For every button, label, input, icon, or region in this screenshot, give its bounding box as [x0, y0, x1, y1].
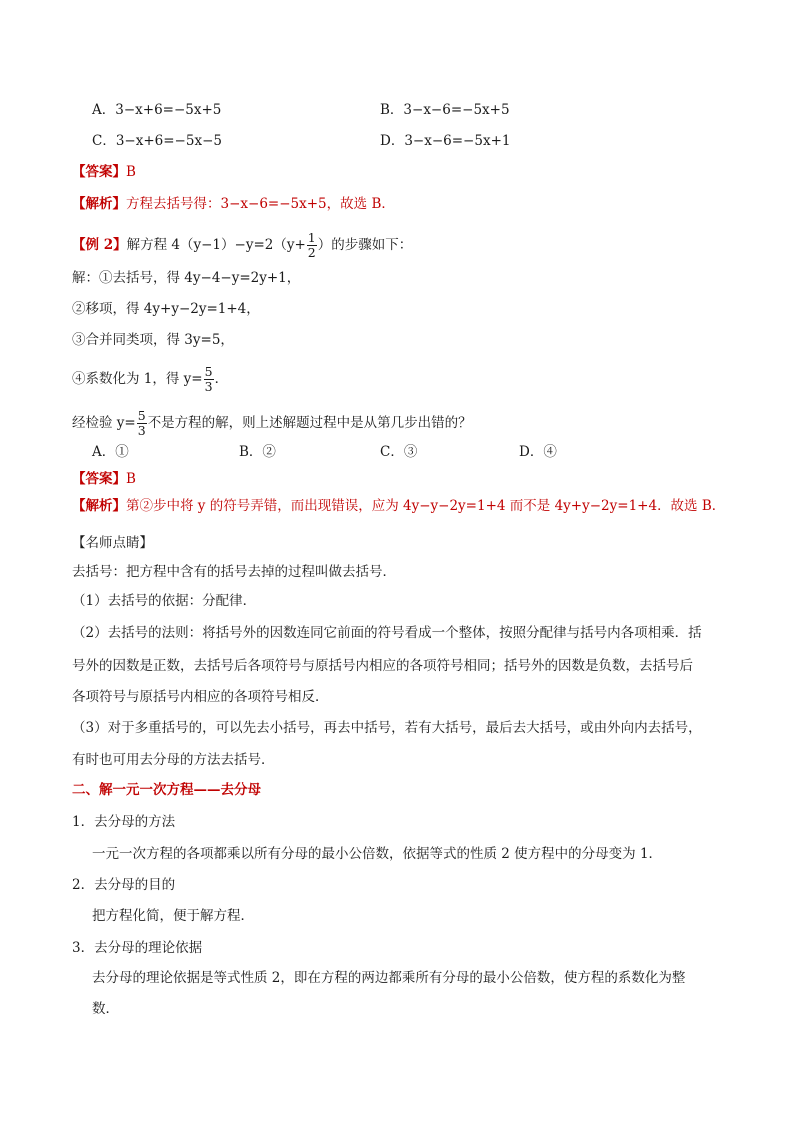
fraction-numerator: 1 [307, 230, 316, 245]
step-2: ②移项，得 4y+y−2y=1+4， [72, 301, 260, 317]
ex2-option-d: D．④ [519, 444, 557, 460]
fraction-five-thirds [204, 365, 214, 394]
section-2-heading-2: 2．去分母的目的 [72, 877, 176, 893]
ex2-option-c: C．③ [380, 444, 418, 460]
fraction-denominator: 3 [137, 423, 146, 438]
example-prompt-b: ）的步骤如下： [317, 237, 413, 253]
answer-line-1 [72, 163, 136, 181]
analysis-text-mid: 而不是 [505, 498, 555, 514]
option-b: B．3−x−6=−5x+5 [380, 102, 510, 118]
section-2-heading-1: 1．去分母的方法 [72, 814, 176, 830]
analysis-tag: 【解析】 [72, 498, 126, 514]
step-3: ③合并同类项，得 3y=5， [72, 332, 234, 348]
option-a: A．3−x+6=−5x+5 [92, 102, 222, 118]
tips-heading: 【名师点睛】 [72, 535, 153, 551]
section-2-para-1: 一元一次方程的各项都乘以所有分母的最小公倍数，依据等式的性质 2 使方程中的分母变为 1． [92, 846, 663, 862]
example-prompt-a: 解方程 4（y−1）−y=2（y+ [126, 237, 306, 253]
fraction-numerator: 5 [137, 408, 146, 423]
analysis-line-1 [72, 195, 395, 213]
section-2-para-3a: 去分母的理论依据是等式性质 2，即在方程的两边都乘所有分母的最小公倍数，使方程的系数化为整 [92, 970, 686, 986]
analysis-line-2 [72, 497, 725, 515]
fraction-half [307, 231, 317, 260]
option-d: D．3−x−6=−5x+1 [380, 133, 511, 149]
step-1: 解：①去括号，得 4y−4−y=2y+1， [72, 270, 301, 286]
answer-tag: 【答案】 [72, 471, 126, 487]
analysis-tag: 【解析】 [72, 196, 126, 212]
fraction-numerator: 5 [204, 364, 213, 379]
answer-value: B [126, 471, 136, 487]
section-2-heading-3: 3．去分母的理论依据 [72, 940, 203, 956]
tips-line-4: 号外的因数是正数，去括号后各项符号与原括号内相应的各项符号相同；括号外的因数是负数，去括号后 [72, 658, 693, 674]
tips-line-1: 去括号：把方程中含有的括号去掉的过程叫做去括号． [72, 564, 396, 580]
fraction-five-thirds-check [137, 409, 147, 438]
analysis-text: 方程去括号得： [126, 196, 221, 212]
section-2-para-3b: 数． [92, 1001, 119, 1017]
section-2-para-2: 把方程化简，便于解方程． [92, 908, 254, 924]
analysis-end: ．故选 B． [657, 498, 726, 514]
example-tag: 【例 2】 [72, 237, 127, 253]
tips-line-7: 有时也可用去分母的方法去括号． [72, 752, 275, 768]
section-2-heading: 二、解一元一次方程——去分母 [72, 782, 261, 798]
step-4-end: ． [214, 371, 229, 387]
option-c: C．3−x+6=−5x−5 [92, 133, 222, 149]
check-text-a: 经检验 y= [72, 415, 136, 431]
ex2-option-b: B．② [239, 444, 276, 460]
analysis-equation: 3−x−6=−5x+5 [220, 196, 327, 212]
check-line [72, 409, 472, 438]
answer-value: B [126, 164, 136, 180]
tips-line-5: 各项符号与原括号内相应的各项符号相反． [72, 689, 329, 705]
fraction-denominator: 2 [307, 245, 316, 260]
tips-line-3: （2）去括号的法则：将括号外的因数连同它前面的符号看成一个整体，按照分配律与括号内各项相乘．括 [72, 625, 702, 641]
ex2-option-a: A．① [92, 444, 129, 460]
answer-tag: 【答案】 [72, 164, 126, 180]
analysis-end: ，故选 B． [326, 196, 395, 212]
check-text-b: 不是方程的解，则上述解题过程中是从第几步出错的？ [147, 415, 472, 431]
tips-line-6: （3）对于多重括号的，可以先去小括号，再去中括号，若有大括号，最后去大括号，或由外向内去括号， [72, 720, 702, 736]
fraction-denominator: 3 [204, 379, 213, 394]
example-2-prompt [72, 231, 412, 260]
step-4 [72, 365, 228, 394]
analysis-equation-2: 4y+y−2y=1+4 [554, 498, 658, 514]
step-4-text: ④系数化为 1，得 y= [72, 371, 203, 387]
answer-line-2 [72, 470, 136, 488]
analysis-equation-1: 4y−y−2y=1+4 [403, 498, 506, 514]
analysis-text-a: 第②步中将 y 的符号弄错，而出现错误，应为 [126, 498, 403, 514]
tips-line-2: （1）去括号的依据：分配律． [72, 593, 257, 609]
